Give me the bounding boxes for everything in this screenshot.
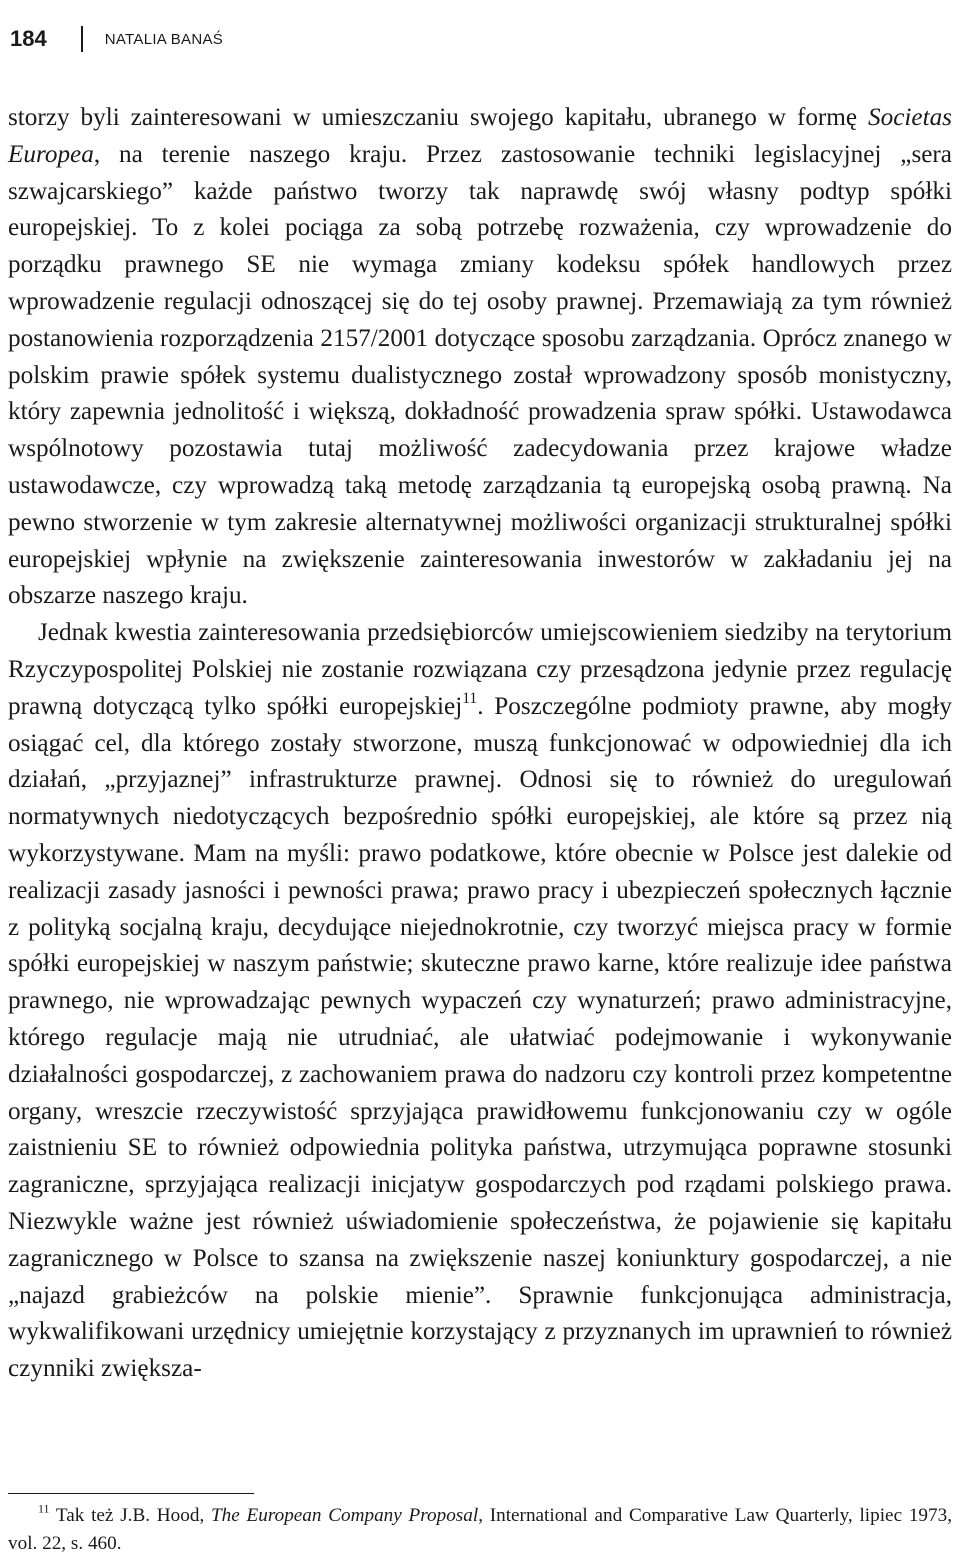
paragraph-text: . Poszczególne podmioty prawne, aby mogły osiągać cel, dla którego zostały stworzone, muszą funkcjonować w odpowiedniej dla ich działań, „przyjaznej” infrastrukturze prawnej. Odnosi się to również do uregulowań normatywnych niedotyczących bezpośrednio spółki europejskiej, ale które są przez nią wykorzystywane. Mam na myśli: prawo podatkowe, które obecnie w Polsce jest dalekie od realizacji zasady jasności i pewności prawa; prawo pracy i ubezpieczeń społecznych łącznie z polityką socjalną kraju, decydujące niejednokrotnie, czy tworzyć miejsca pracy w formie spółki europejskiej w naszym państwie; skuteczne prawo karne, które realizuje idee państwa prawnego, nie wprowadzając pewnych wypaczeń czy wynaturzeń; prawo administracyjne, którego regulacje mają nie utrudniać, ale ułatwiać podejmowanie i wykonywanie działalności gospodarczej, z zachowaniem prawa do nadzoru czy kontroli przez kompetentne organy, wreszcie rzeczywistość sprzyjająca prawidłowemu funkcjonowaniu czy w ogóle zaistnieniu SE to również odpowiednia polityka państwa, utrzymująca poprawne stosunki zagraniczne, sprzyjająca realizacji inicjatyw gospodarczych pod rządami polskiego prawa. Niezwykle ważne jest również uświadomienie społeczeństwa, że pojawienie się kapitału zagranicznego w Polsce to szansa na zwiększenie naszej koniunktury gospodarczej, a nie „najazd grabieżców na polskie mienie”. Sprawnie funkcjonująca administracja, wykwalifikowani urzędnicy umiejętnie korzystający z przyznanych im uprawnień to również czynniki zwiększa- [8,692,952,1383]
footnote-divider [8,1493,254,1494]
paragraph-text: Jednak kwestia zainteresowania przedsiębiorców umiejscowieniem siedziby na terytorium Rzyczypospolitej Polskiej nie zostanie rozwiązana czy przesądzona jedynie przez regulację prawną dotyczącą tylko spółki europejskiej [8,619,952,720]
footnote-number: 11 [38,1501,50,1516]
paragraph-text: storzy byli zainteresowani w umieszczaniu swojego kapitału, ubranego w formę [8,104,869,131]
paragraph-continued [8,100,952,615]
running-head-author: NATALIA BANAŚ [104,30,224,48]
footnote-text: Tak też J.B. Hood, [49,1505,211,1526]
footnote-text: , International and Comparative Law Quarterly, lipiec 1973, vol. 22, s. 460. [8,1505,952,1554]
header-separator [81,26,83,52]
footnote-reference[interactable]: 11 [462,689,478,707]
page-number: 184 [10,26,47,51]
footnote [8,1502,952,1558]
running-header [10,26,223,52]
paragraph-text: , na terenie naszego kraju. Przez zastosowanie techniki legislacyjnej „sera szwajcarskiego” każde państwo tworzy tak naprawdę swój własny podtyp spółki europejskiej. To z kolei pociąga za sobą potrzebę rozważenia, czy wprowadzenie do porządku prawnego SE nie wymaga zmiany kodeksu spółek handlowych przez wprowadzenie regulacji odnoszącej się do tej osoby prawnej. Przemawiają za tym również postanowienia rozporządzenia 2157/2001 dotyczące sposobu zarządzania. Oprócz znanego w polskim prawie spółek systemu dualistycznego został wprowadzony sposób monistyczny, który zapewnia jednolitość i większą, dokładność prowadzenia spraw spółki. Ustawodawca wspólnotowy pozostawia tutaj możliwość zadecydowania przez krajowe władze ustawodawcze, czy wprowadzą taką metodę zarządzania tą europejską osobą prawną. Na pewno stworzenie w tym zakresie alternatywnej możliwości organizacji strukturalnej spółki europejskiej wpłynie na zwiększenie zainteresowania inwestorów w zakładaniu jej na obszarze naszego kraju. [8,140,952,610]
italic-term: Societas Europea [8,104,952,168]
footnote-title: The European Company Proposal [211,1505,479,1526]
paragraph [8,615,952,1388]
body-text [8,100,952,1388]
